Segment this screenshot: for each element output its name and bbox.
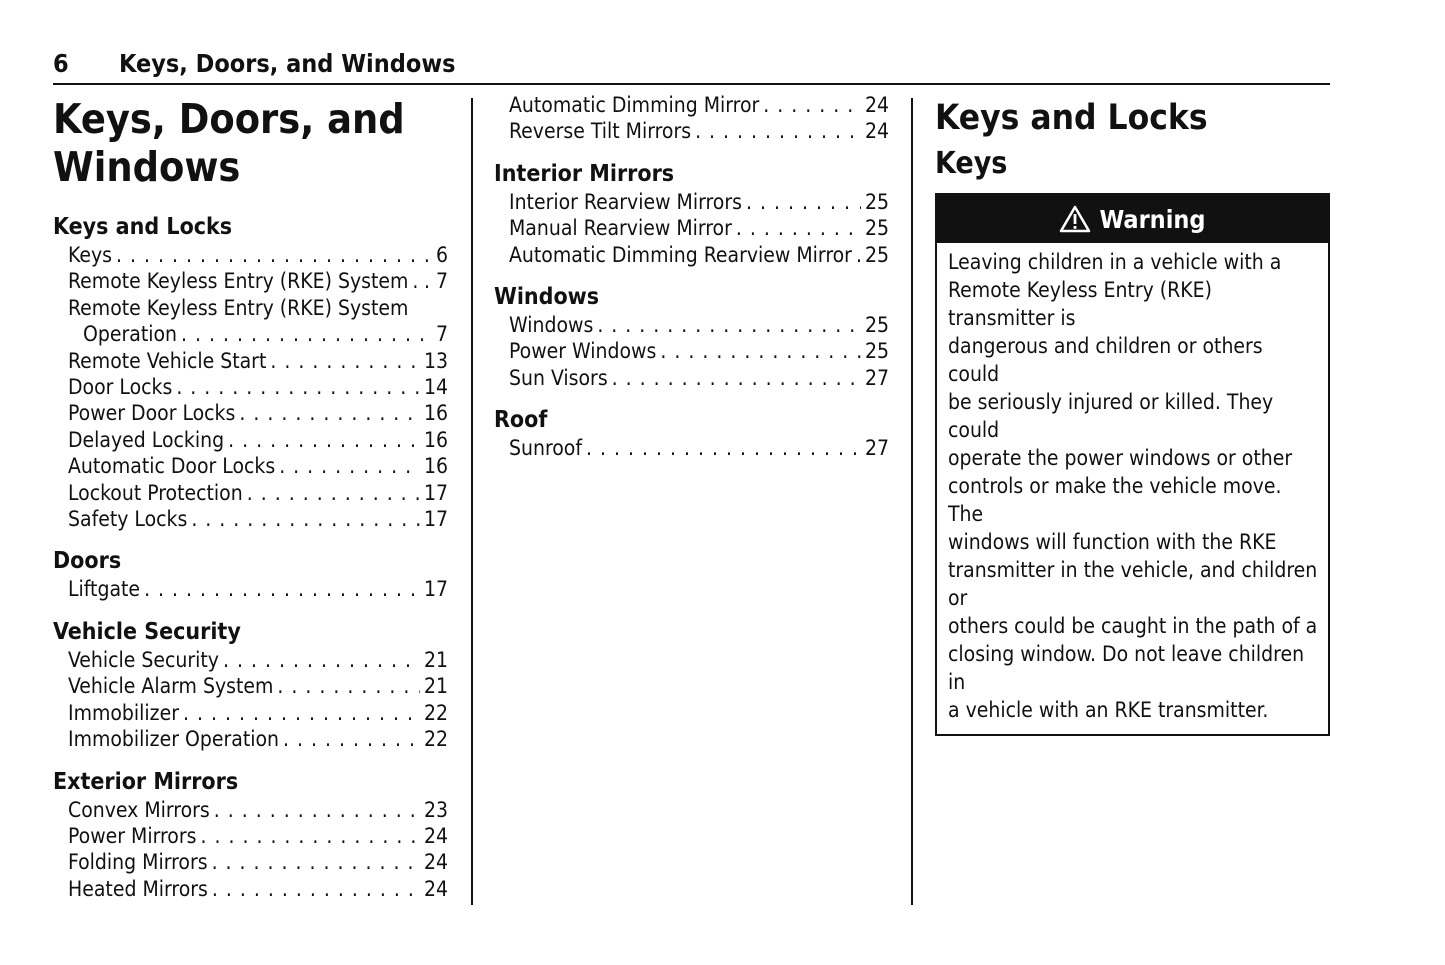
toc-entry[interactable]	[53, 453, 448, 479]
toc-entry-label: Automatic Dimming Mirror	[509, 93, 760, 117]
warning-text-line: controls or make the vehicle move. The	[948, 474, 1282, 526]
toc-section-heading: Windows	[494, 284, 600, 311]
toc-entry-label: Safety Locks	[68, 507, 188, 532]
toc-entry-label: Convex Mirrors	[68, 797, 210, 822]
warning-text-line: be seriously injured or killed. They could	[948, 390, 1274, 442]
toc-leader-dots	[746, 189, 861, 215]
toc-entry-label: Immobilizer	[68, 700, 179, 725]
toc-leader-dots	[283, 726, 420, 752]
page-number: 6	[53, 49, 69, 78]
toc-leader-dots	[586, 435, 861, 461]
toc-section-heading: Interior Mirrors	[494, 160, 675, 187]
chapter-title-line: Keys, Doors, and	[53, 95, 405, 143]
toc-entry[interactable]	[53, 576, 448, 602]
toc-entry[interactable]	[494, 312, 889, 338]
toc-leader-dots	[191, 506, 420, 532]
toc-entry[interactable]	[494, 118, 889, 144]
toc-leader-dots	[695, 118, 861, 144]
toc-entry-page: 21	[423, 647, 448, 672]
toc-entry-page: 24	[423, 876, 448, 901]
toc-entry-label: Sunroof	[509, 436, 583, 461]
toc-entry-label: Operation	[83, 322, 178, 347]
toc-entry[interactable]	[53, 506, 448, 532]
toc-entry-label: Heated Mirrors	[68, 876, 208, 901]
toc-entry-label: Sun Visors	[509, 365, 608, 390]
toc-section-heading: Exterior Mirrors	[53, 768, 239, 795]
warning-label: Warning	[1099, 204, 1206, 234]
toc-leader-dots	[228, 427, 420, 453]
toc-entry[interactable]	[53, 427, 448, 453]
content-column	[935, 92, 1330, 736]
toc-list	[494, 92, 889, 462]
toc-entry[interactable]	[53, 295, 448, 321]
toc-entry-page: 25	[864, 339, 889, 364]
toc-entry-label: Vehicle Alarm System	[68, 674, 274, 699]
toc-entry-label: Folding Mirrors	[68, 850, 208, 875]
toc-entry-page: 16	[423, 427, 448, 452]
warning-text-line: others could be caught in the path of a	[948, 614, 1318, 638]
warning-text-line: dangerous and children or others could	[948, 334, 1263, 386]
toc-entry-label: Windows	[509, 313, 594, 338]
toc-entry-label: Liftgate	[68, 577, 141, 602]
toc-entry-label: Remote Vehicle Start	[68, 348, 267, 373]
warning-text-line: Leaving children in a vehicle with a	[948, 250, 1282, 274]
running-header-title: Keys, Doors, and Windows	[119, 49, 456, 78]
toc-section-heading: Keys and Locks	[53, 214, 233, 240]
toc-section-heading: Doors	[53, 548, 122, 575]
toc-entry-page: 16	[423, 454, 448, 479]
toc-section	[494, 282, 889, 391]
toc-entry-page: 14	[423, 375, 448, 400]
toc-leader-dots	[200, 823, 420, 849]
toc-entry-label: Automatic Dimming Rearview Mirror	[509, 242, 852, 267]
toc-entry[interactable]	[53, 348, 448, 374]
toc-leader-dots	[277, 673, 420, 699]
toc-entry-page: 25	[864, 216, 889, 241]
toc-leader-dots	[214, 797, 420, 823]
toc-entry-label: Reverse Tilt Mirrors	[509, 119, 692, 144]
toc-entry-page: 6	[435, 243, 448, 267]
toc-leader-dots	[144, 576, 420, 602]
toc-entry-page: 16	[423, 401, 448, 426]
toc-leader-dots	[763, 92, 861, 118]
toc-entry[interactable]	[494, 242, 889, 268]
toc-entry-page: 7	[435, 322, 448, 347]
toc-entry[interactable]	[494, 92, 889, 118]
toc-entry-page: 25	[864, 313, 889, 338]
toc-entry[interactable]	[53, 797, 448, 823]
toc-entry-label: Lockout Protection	[68, 480, 243, 505]
toc-leader-dots	[279, 453, 420, 479]
toc-entry-page: 17	[423, 507, 448, 532]
warning-text	[937, 243, 1328, 734]
toc-entry-label: Immobilizer Operation	[68, 727, 280, 752]
toc-entry-label: Vehicle Security	[68, 647, 219, 672]
toc-entry-label: Power Door Locks	[68, 401, 236, 426]
toc-column-1	[53, 92, 448, 902]
toc-section	[494, 159, 889, 268]
toc-leader-dots	[597, 312, 861, 338]
toc-leader-dots	[736, 215, 861, 241]
column-divider	[471, 98, 473, 905]
toc-entry-page: 27	[864, 365, 889, 390]
toc-section	[494, 405, 889, 461]
toc-entry-page: 25	[864, 189, 889, 214]
toc-entry[interactable]	[53, 321, 448, 347]
toc-entry-label: Power Windows	[509, 339, 657, 364]
toc-entry[interactable]	[53, 700, 448, 726]
toc-section	[53, 212, 448, 532]
toc-column-2	[494, 92, 889, 462]
toc-entry-page: . 7	[423, 269, 448, 294]
toc-leader-dots	[239, 400, 420, 426]
warning-header	[937, 195, 1328, 243]
toc-entry-page: 25	[864, 242, 889, 267]
toc-entry[interactable]	[53, 242, 448, 268]
toc-leader-dots	[116, 242, 432, 268]
subsection-title: Keys	[935, 146, 1008, 181]
toc-entry-label: Remote Keyless Entry (RKE) System	[68, 295, 409, 320]
toc-entry-page: 17	[423, 577, 448, 602]
toc-leader-dots	[247, 480, 420, 506]
chapter-title	[53, 95, 448, 191]
toc-entry-label: Remote Keyless Entry (RKE) System	[68, 269, 409, 294]
toc-leader-dots	[223, 647, 420, 673]
toc-entry-page: 13	[423, 348, 448, 373]
warning-text-line: operate the power windows or other	[948, 446, 1293, 470]
toc-leader-dots	[612, 365, 861, 391]
toc-entry-label: Delayed Locking	[68, 427, 225, 452]
toc-entry[interactable]	[494, 215, 889, 241]
chapter-title-line: Windows	[53, 143, 241, 191]
toc-leader-dots	[212, 849, 420, 875]
warning-text-line: transmitter in the vehicle, and children or	[948, 558, 1318, 610]
toc-entry-page: 21	[423, 674, 448, 699]
toc-entry[interactable]	[53, 480, 448, 506]
warning-text-line: Remote Keyless Entry (RKE) transmitter is	[948, 278, 1212, 330]
toc-entry[interactable]	[53, 374, 448, 400]
toc-list	[53, 212, 448, 902]
toc-entry-label: Automatic Door Locks	[68, 454, 276, 479]
section-title: Keys and Locks	[935, 98, 1208, 138]
toc-entry-page: 24	[423, 823, 448, 848]
toc-entry-label: Keys	[68, 243, 112, 267]
toc-entry-label: Interior Rearview Mirrors	[509, 189, 742, 214]
toc-section	[494, 92, 889, 145]
toc-entry[interactable]	[494, 435, 889, 461]
toc-entry-label: Power Mirrors	[68, 823, 197, 848]
toc-entry-page: 27	[864, 436, 889, 461]
toc-leader-dots	[270, 348, 420, 374]
toc-leader-dots	[212, 876, 420, 902]
toc-entry[interactable]	[53, 647, 448, 673]
toc-leader-dots	[176, 374, 420, 400]
toc-entry-page: 22	[423, 727, 448, 752]
toc-entry-page: 22	[423, 700, 448, 725]
running-header	[53, 49, 1330, 85]
toc-section	[53, 767, 448, 903]
warning-triangle-icon	[1059, 205, 1091, 233]
warning-text-line: closing window. Do not leave children in	[948, 642, 1305, 694]
toc-entry[interactable]	[53, 876, 448, 902]
toc-leader-dots	[412, 268, 420, 294]
toc-entry-page: 17	[423, 480, 448, 505]
toc-leader-dots	[181, 321, 432, 347]
toc-leader-dots	[856, 242, 861, 268]
toc-entry[interactable]	[53, 823, 448, 849]
toc-entry[interactable]	[494, 365, 889, 391]
toc-entry-label: Manual Rearview Mirror	[509, 216, 732, 241]
toc-entry-page: 24	[864, 93, 889, 117]
toc-entry-page: 24	[864, 119, 889, 144]
toc-section-heading: Vehicle Security	[53, 618, 241, 645]
toc-entry-page: 23	[423, 797, 448, 822]
toc-entry[interactable]	[494, 189, 889, 215]
warning-text-line: a vehicle with an RKE transmitter.	[948, 698, 1269, 722]
toc-entry[interactable]	[53, 673, 448, 699]
toc-leader-dots	[183, 700, 420, 726]
toc-entry-label: Door Locks	[68, 375, 173, 400]
toc-leader-dots	[660, 338, 861, 364]
toc-section-heading: Roof	[494, 407, 548, 434]
toc-section	[53, 546, 448, 602]
toc-entry[interactable]	[53, 726, 448, 752]
warning-text-line: windows will function with the RKE	[948, 530, 1277, 554]
toc-section	[53, 617, 448, 753]
toc-entry[interactable]	[53, 400, 448, 426]
column-divider	[911, 98, 913, 905]
toc-entry[interactable]	[53, 849, 448, 875]
toc-entry-page: 24	[423, 850, 448, 875]
toc-entry[interactable]	[494, 338, 889, 364]
toc-entry[interactable]	[53, 268, 448, 294]
warning-box	[935, 193, 1330, 736]
